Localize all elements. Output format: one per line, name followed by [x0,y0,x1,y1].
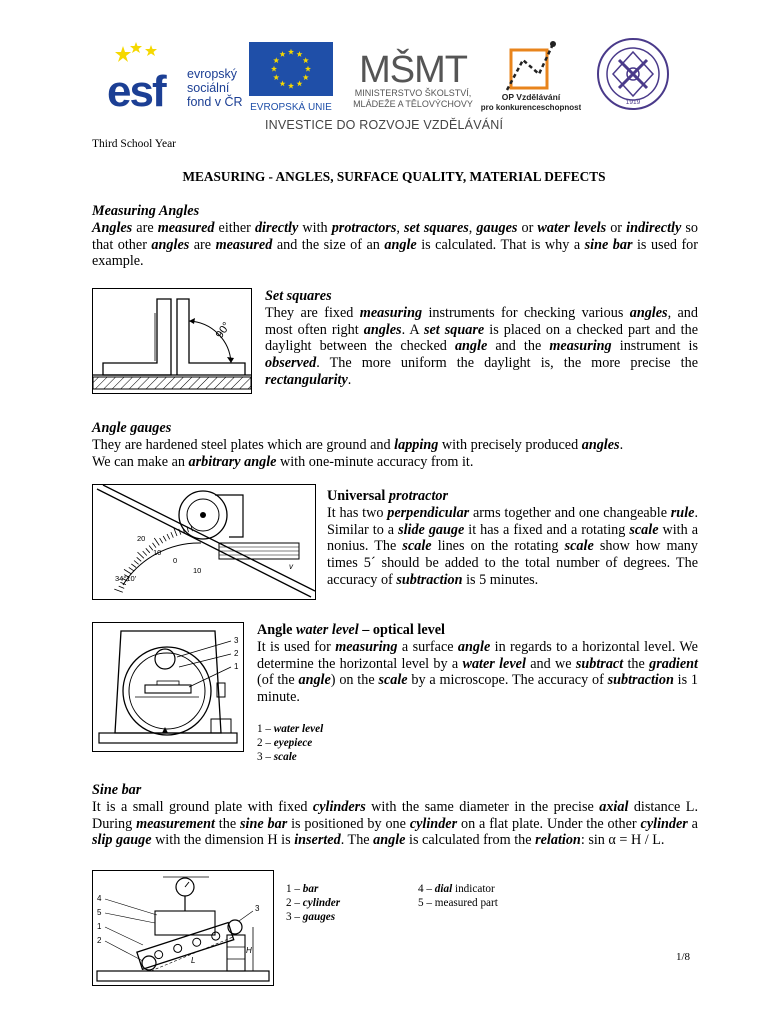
sine-bar-label-3: 3 [255,904,260,913]
heading-measuring-angles: Measuring Angles [92,203,200,219]
logo-bar [95,36,735,136]
esf-mark: esf [107,67,165,112]
protractor-tick-mark [114,589,123,592]
msmt-mark: MŠMT [359,49,467,91]
heading-water-level: Angle water level – optical level [257,622,445,638]
para-sine-bar: It is a small ground plate with fixed cylinders with the same diameter in the precise axial distance L. During measurement the sine bar is positioned by one cylinder on a flat plate. Under the other cylinder a slip gauge with the dimension H is inserted. The angle is calculated from the relation: sin α = H / L. [92,799,698,849]
para-angle-gauges-1: They are hardened steel plates which are ground and lapping with precisely produced angles. [92,437,624,453]
school-seal [595,36,671,112]
page-number: 1/8 [676,951,691,963]
op-line1: OP Vzdělávání [501,92,561,102]
protractor-drawing [93,485,315,599]
eu-label: EVROPSKÁ UNIE [250,102,332,112]
legend-item: 5 – measured part [418,897,498,909]
esf-logo [103,42,243,112]
protractor-tick-mark [137,557,142,561]
esf-line1: evropský [187,67,238,81]
protractor-tick-mark [163,536,166,541]
op-logo-graphic [481,40,581,112]
sine-bar-drawing [93,871,273,985]
protractor-tick-a: 20 [137,534,146,543]
protractor-tick-mark [143,551,147,555]
msmt-line1: MINISTERSTVO ŠKOLSTVÍ, [354,88,472,98]
legend-item: 3 – gauges [286,911,336,923]
protractor-tick-b: 10 [153,548,162,557]
protractor-tick-mark [171,532,173,538]
legend-item: 1 – water level [257,723,324,735]
sine-bar-label-5: 5 [97,908,102,917]
protractor-tick-mark [154,538,159,545]
protractor-tick-mark [134,561,139,565]
heading-angle-gauges: Angle gauges [92,420,172,436]
sine-bar-label-1: 1 [97,922,102,931]
set-square-angle-label: 90° [213,320,234,341]
eu-logo [247,42,337,112]
para-measuring-angles: Angles are measured either directly with protractors, set squares, gauges or water levels or indirectly so that other angles are measured and the size of an angle is calculated. That is why a sine bar is used for example. [92,220,698,270]
para-angle-gauges-2: We can make an arbitrary angle with one-minute accuracy from it. [92,454,474,470]
sine-bar-H-label: H [246,946,252,955]
school-seal-icon [595,36,671,112]
protractor-tick-mark [119,586,125,588]
protractor-tick-mark [160,538,163,543]
para-protractor: It has two perpendicular arms together and one changeable rule. Similar to a slide gauge it has a fixed and a rotating scale with a nonius. The scale lines on the rotating scale show how many times 5´ should be added to the total number of degrees. The accuracy of subtraction is 5 minutes. [327,505,698,588]
msmt-logo [338,40,488,112]
sine-bar-legend-left [286,882,340,924]
esf-line2: sociální [187,81,230,95]
para-water-level: It is used for measuring a surface angle in regards to a horizontal level. We determine the horizontal level by a water level and we subtract the gradient (of the angle) on the scale by a microscope. The accuracy of subtraction is 1 minute. [257,639,698,706]
school-year: Third School Year [92,138,177,150]
figure-sine-bar [92,870,274,986]
sine-bar-label-4: 4 [97,894,102,903]
op-logo [481,40,581,112]
legend-item: 4 – dial indicator [418,883,495,895]
esf-logo-graphic [103,42,243,112]
water-level-label-2: 2 [234,649,239,658]
seal-year: 1919 [625,99,641,106]
heading-protractor: Universal protractor [327,488,448,504]
legend-item: 2 – cylinder [286,897,341,909]
op-line2: pro konkurenceschopnost [481,103,581,112]
protractor-v-label: v [289,562,293,571]
protractor-tick-mark [146,548,150,553]
heading-sine-bar: Sine bar [92,782,142,798]
water-level-legend [257,722,323,764]
eu-flag-icon [247,42,337,112]
msmt-logo-graphic [338,40,488,112]
set-square-drawing [93,289,251,393]
water-level-label-1: 1 [234,662,239,671]
water-level-drawing [93,623,243,751]
legend-item: 3 – scale [257,751,297,763]
tagline: INVESTICE DO ROZVOJE VZDĚLÁVÁNÍ [265,118,504,132]
legend-item: 2 – eyepiece [257,737,313,749]
protractor-tick-mark [131,564,136,568]
protractor-tick-mark [138,552,144,558]
esf-line3: fond v ČR [187,95,243,109]
legend-item: 1 – bar [286,883,319,895]
protractor-tick-mark [153,543,157,548]
figure-protractor [92,484,316,600]
protractor-tick-mark [167,534,170,539]
para-set-squares: They are fixed measuring instruments for checking various angles, and most often right angles. A set square is placed on a checked part and the daylight between the checked angle and the measuring instrument is observed. The more uniform the daylight is, the more precise the rectangularity. [265,305,698,388]
sine-bar-legend-right [418,882,498,910]
page-title: MEASURING - ANGLES, SURFACE QUALITY, MATERIAL DEFECTS [182,169,606,184]
protractor-tick-mark [129,567,134,570]
protractor-reading: 34°10' [115,574,137,583]
water-level-label-3: 3 [234,636,239,645]
figure-set-square [92,288,252,394]
msmt-line2: MLÁDEŽE A TĚLOVÝCHOVY [353,99,473,109]
sine-bar-label-2: 2 [97,936,102,945]
protractor-tick-d: 10 [193,566,202,575]
figure-water-level [92,622,244,752]
sine-bar-L-label: L [191,956,196,965]
heading-set-squares: Set squares [265,288,332,304]
protractor-tick-c: 0 [173,556,178,565]
